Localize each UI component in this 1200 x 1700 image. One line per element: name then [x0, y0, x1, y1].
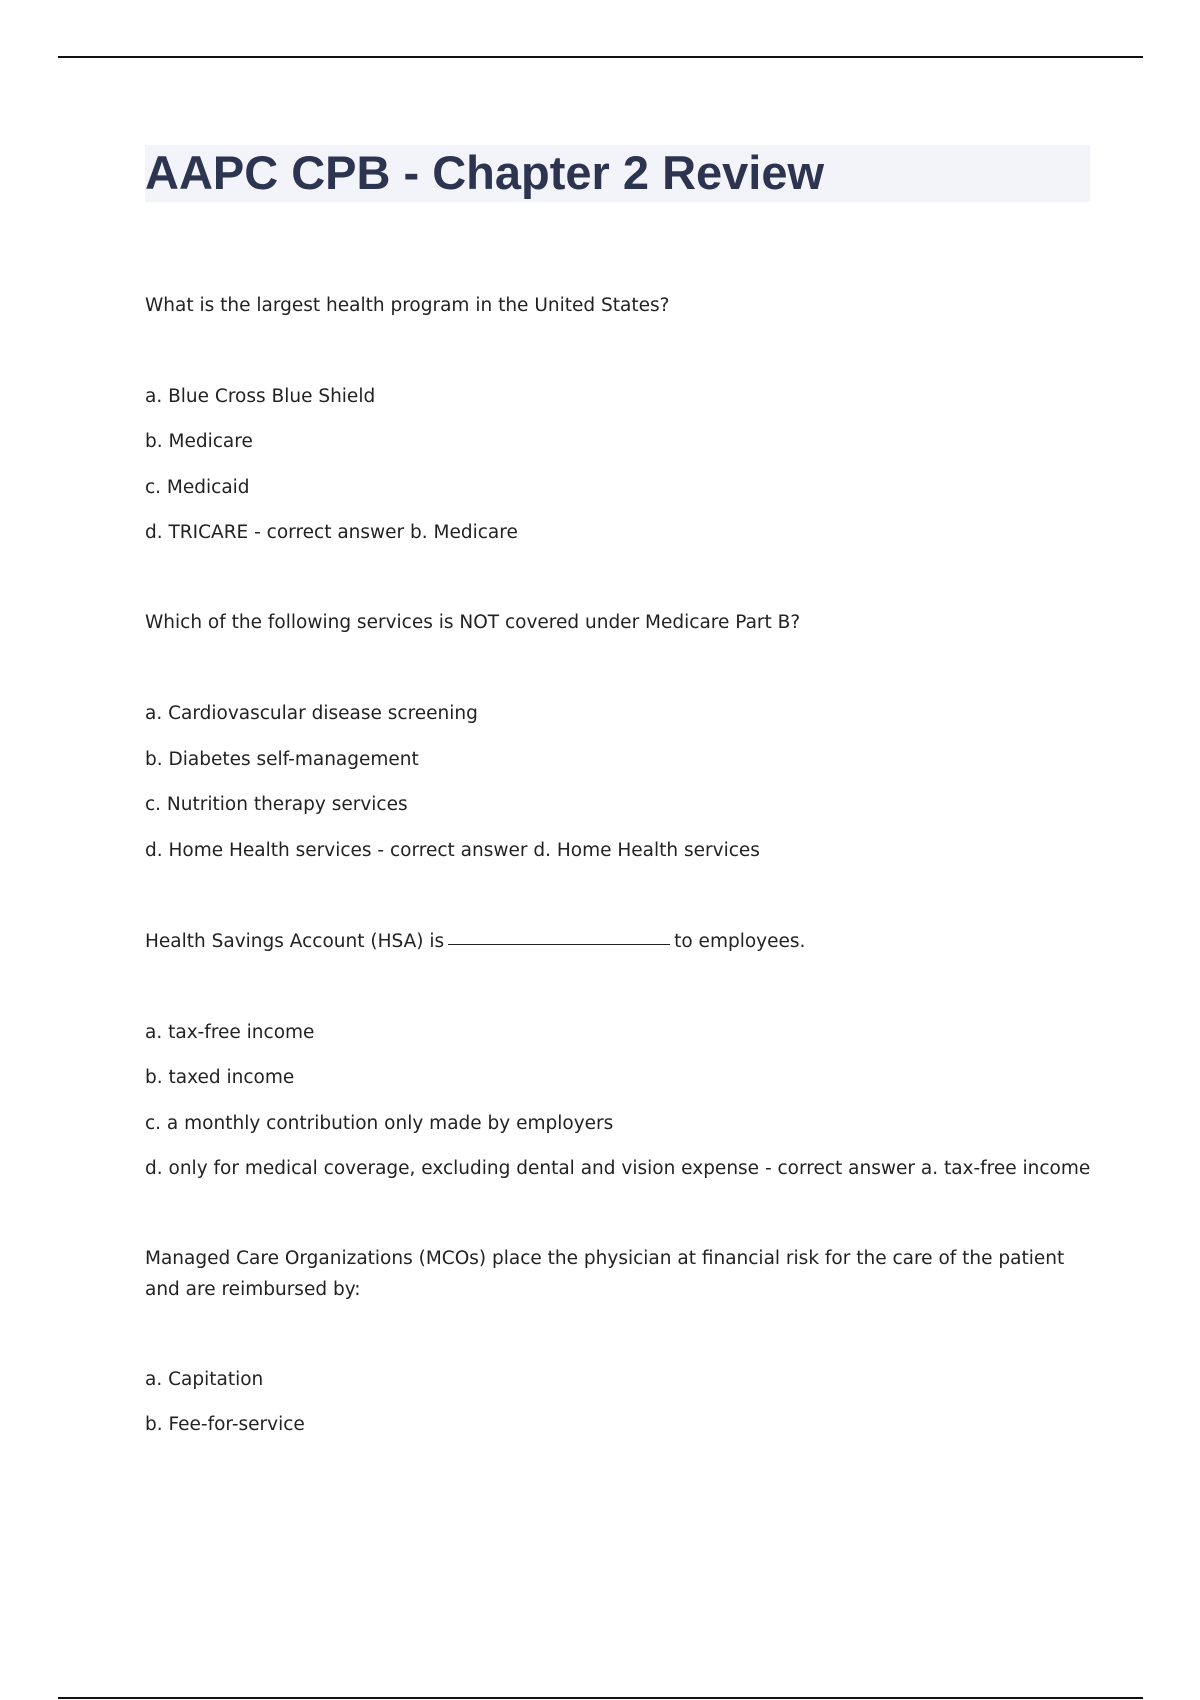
question-2-option-d: d. Home Health services - correct answer d. Home Health services — [145, 840, 760, 861]
question-4-option-a: a. Capitation — [145, 1369, 264, 1390]
question-3-option-a: a. tax-free income — [145, 1022, 315, 1043]
question-2-option-c: c. Nutrition therapy services — [145, 794, 408, 815]
bottom-rule — [58, 1697, 1143, 1699]
question-1-option-a: a. Blue Cross Blue Shield — [145, 386, 376, 407]
question-4-prompt: Managed Care Organizations (MCOs) place the physician at financial risk for the care of the patient and are reimbursed by: — [145, 1248, 1065, 1300]
question-1-option-b: b. Medicare — [145, 431, 253, 452]
document-title: AAPC CPB - Chapter 2 Review — [145, 146, 825, 199]
question-3-prompt-start: Health Savings Account (HSA) is — [145, 931, 445, 952]
question-3-option-b: b. taxed income — [145, 1067, 295, 1088]
question-2-option-b: b. Diabetes self-management — [145, 749, 419, 770]
question-3-option-c: c. a monthly contribution only made by employers — [145, 1113, 614, 1134]
question-2-option-a: a. Cardiovascular disease screening — [145, 703, 478, 724]
question-1-prompt: What is the largest health program in the United States? — [145, 295, 670, 316]
question-1-option-c: c. Medicaid — [145, 477, 250, 498]
question-4-option-b: b. Fee-for-service — [145, 1414, 305, 1435]
question-1-option-d: d. TRICARE - correct answer b. Medicare — [145, 522, 518, 543]
question-2-prompt: Which of the following services is NOT covered under Medicare Part B? — [145, 612, 801, 633]
top-rule — [58, 56, 1143, 58]
answer-blank — [448, 944, 670, 945]
question-3-prompt — [145, 926, 805, 957]
question-3-option-d: d. only for medical coverage, excluding dental and vision expense - correct answer a. tax-free income — [145, 1158, 1091, 1179]
question-3-prompt-end: to employees. — [674, 931, 806, 952]
